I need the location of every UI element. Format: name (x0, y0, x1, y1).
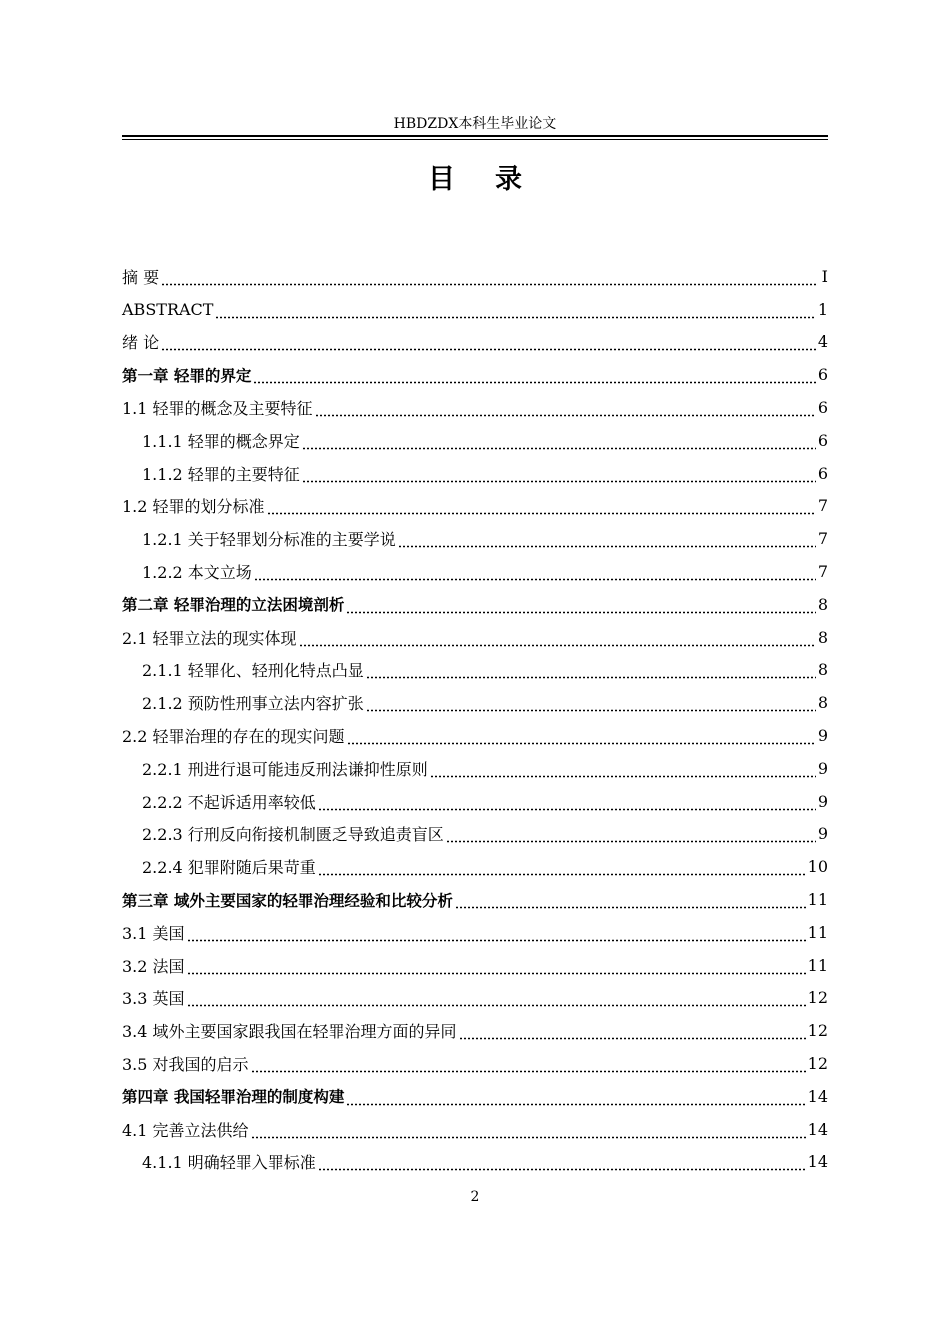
toc-entry-page: 11 (807, 955, 828, 975)
toc-dot-leader (366, 696, 816, 712)
toc-entry-label: 2.1.2 预防性刑事立法内容扩张 (142, 694, 364, 714)
toc-entry[interactable] (122, 326, 828, 359)
running-header: HBDZDX本科生毕业论文 (393, 116, 557, 132)
toc-entry-label: 1.2.2 本文立场 (142, 563, 252, 583)
toc-entry-page: 9 (817, 824, 828, 844)
toc-entry-page: 6 (817, 398, 828, 418)
toc-dot-leader (187, 926, 806, 942)
toc-entry-page: 8 (817, 693, 828, 713)
toc-entry[interactable] (122, 391, 828, 424)
toc-entry-label: 3.5 对我国的启示 (122, 1055, 249, 1075)
header-rule-thin (122, 139, 828, 140)
toc-entry-label: 第二章 轻罪治理的立法困境剖析 (122, 596, 345, 615)
toc-entry[interactable] (122, 654, 828, 687)
toc-entry-label: 摘 要 (122, 267, 160, 287)
toc-entry-page: 9 (817, 791, 828, 811)
toc-entry[interactable] (122, 883, 828, 916)
toc-entry-page: 14 (807, 1152, 828, 1172)
toc-entry-label: 2.1.1 轻罪化、轻刑化特点凸显 (142, 661, 364, 681)
toc-entry-label: 第四章 我国轻罪治理的制度构建 (122, 1088, 345, 1107)
toc-dot-leader (318, 860, 806, 876)
toc-dot-leader (215, 303, 815, 319)
toc-entry[interactable] (122, 1047, 828, 1080)
toc-dot-leader (187, 959, 806, 975)
toc-entry[interactable] (122, 949, 828, 982)
toc-entry-page: 1 (817, 299, 828, 319)
toc-entry[interactable] (122, 785, 828, 818)
toc-entry[interactable] (122, 260, 828, 293)
toc-dot-leader (398, 532, 816, 548)
table-of-contents (122, 260, 828, 1178)
toc-entry-label: 绪 论 (122, 333, 160, 353)
toc-entry[interactable] (122, 457, 828, 490)
toc-entry[interactable] (122, 424, 828, 457)
toc-entry[interactable] (122, 1113, 828, 1146)
toc-entry[interactable] (122, 1014, 828, 1047)
toc-entry-label: 1.1.2 轻罪的主要特征 (142, 464, 300, 484)
toc-entry[interactable] (122, 555, 828, 588)
toc-entry[interactable] (122, 1080, 828, 1113)
toc-entry-page: 8 (817, 594, 828, 614)
toc-dot-leader (299, 631, 816, 647)
toc-entry-page: 7 (817, 529, 828, 549)
toc-entry-label: 2.2 轻罪治理的存在的现实问题 (122, 727, 345, 747)
toc-entry-page: 7 (817, 496, 828, 516)
toc-dot-leader (318, 1155, 806, 1171)
toc-entry-label: 2.2.3 行刑反向衔接机制匮乏导致追责盲区 (142, 825, 444, 845)
header-rule-thick (122, 135, 828, 137)
toc-entry-page: 12 (807, 1054, 828, 1074)
toc-entry-label: 2.1 轻罪立法的现实体现 (122, 628, 297, 648)
toc-dot-leader (251, 1057, 806, 1073)
toc-entry[interactable] (122, 752, 828, 785)
toc-entry[interactable] (122, 818, 828, 851)
toc-entry-label: 2.2.2 不起诉适用率较低 (142, 792, 316, 812)
toc-entry-label: ABSTRACT (122, 299, 214, 319)
toc-entry-label: 3.3 英国 (122, 989, 185, 1009)
toc-entry-page: 8 (817, 627, 828, 647)
page-title: 目录 (428, 164, 562, 195)
toc-entry-page: 6 (817, 365, 828, 385)
toc-dot-leader (346, 1090, 805, 1106)
toc-dot-leader (366, 663, 816, 679)
toc-entry-page: 11 (807, 922, 828, 942)
toc-entry[interactable] (122, 719, 828, 752)
toc-entry-page: 12 (807, 1021, 828, 1041)
toc-entry-page: 14 (807, 1119, 828, 1139)
toc-entry[interactable] (122, 293, 828, 326)
toc-entry-label: 4.1 完善立法供给 (122, 1120, 249, 1140)
toc-entry-label: 1.2.1 关于轻罪划分标准的主要学说 (142, 530, 396, 550)
toc-dot-leader (446, 827, 816, 843)
toc-dot-leader (253, 368, 815, 384)
toc-entry[interactable] (122, 982, 828, 1015)
toc-entry-label: 1.1 轻罪的概念及主要特征 (122, 399, 313, 419)
toc-entry-label: 2.2.4 犯罪附随后果苛重 (142, 858, 316, 878)
toc-dot-leader (318, 795, 816, 811)
toc-dot-leader (267, 499, 816, 515)
toc-dot-leader (459, 1024, 806, 1040)
toc-dot-leader (347, 729, 816, 745)
page-number: 2 (470, 1189, 480, 1205)
toc-entry-page: 8 (817, 660, 828, 680)
toc-dot-leader (161, 270, 818, 286)
toc-entry[interactable] (122, 850, 828, 883)
toc-entry-page: 10 (807, 857, 828, 877)
toc-entry-page: 6 (817, 430, 828, 450)
toc-entry-label: 2.2.1 刑进行退可能违反刑法谦抑性原则 (142, 759, 428, 779)
toc-dot-leader (455, 893, 806, 909)
toc-dot-leader (302, 434, 816, 450)
toc-entry-label: 4.1.1 明确轻罪入罪标准 (142, 1153, 316, 1173)
toc-entry[interactable] (122, 490, 828, 523)
toc-entry[interactable] (122, 358, 828, 391)
toc-entry[interactable] (122, 588, 828, 621)
toc-entry-page: 9 (817, 758, 828, 778)
toc-entry-page: 7 (817, 562, 828, 582)
toc-entry-label: 第三章 域外主要国家的轻罪治理经验和比较分析 (122, 891, 453, 910)
toc-entry-label: 第一章 轻罪的界定 (122, 366, 252, 385)
toc-dot-leader (302, 467, 816, 483)
toc-entry-label: 3.2 法国 (122, 956, 185, 976)
toc-entry-label: 1.2 轻罪的划分标准 (122, 497, 265, 517)
toc-entry-label: 3.4 域外主要国家跟我国在轻罪治理方面的异同 (122, 1022, 457, 1042)
toc-dot-leader (161, 335, 816, 351)
toc-entry[interactable] (122, 621, 828, 654)
toc-dot-leader (315, 401, 816, 417)
toc-entry-page: I (821, 266, 828, 286)
toc-entry-page: 11 (807, 890, 828, 910)
toc-dot-leader (254, 565, 816, 581)
toc-entry[interactable] (122, 916, 828, 949)
toc-entry-page: 14 (807, 1086, 828, 1106)
toc-dot-leader (187, 991, 806, 1007)
toc-entry-page: 9 (817, 726, 828, 746)
toc-entry-label: 3.1 美国 (122, 923, 185, 943)
toc-entry[interactable] (122, 1146, 828, 1179)
toc-entry-page: 4 (817, 332, 828, 352)
toc-entry[interactable] (122, 522, 828, 555)
toc-dot-leader (346, 598, 815, 614)
toc-entry[interactable] (122, 686, 828, 719)
toc-dot-leader (430, 762, 816, 778)
toc-entry-label: 1.1.1 轻罪的概念界定 (142, 431, 300, 451)
toc-dot-leader (251, 1123, 806, 1139)
toc-entry-page: 6 (817, 463, 828, 483)
toc-entry-page: 12 (807, 988, 828, 1008)
